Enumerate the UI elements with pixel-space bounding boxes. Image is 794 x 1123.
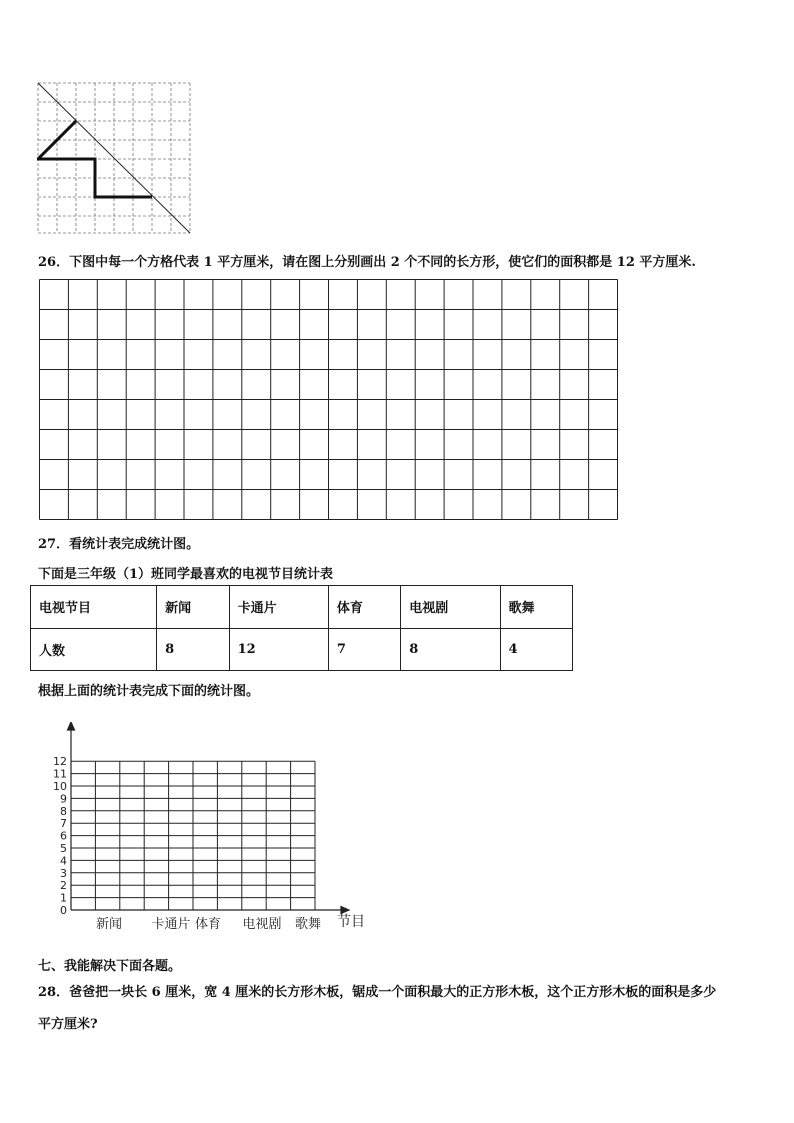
x-tick-label: 歌舞 [294,917,322,932]
y-tick-label: 11 [53,767,67,781]
y-tick-label: 0 [60,904,67,917]
table-caption: 下面是三年级（1）班同学最喜欢的电视节目统计表 [38,567,334,582]
table-cell: 8 [401,628,500,671]
q28-line2: 平方厘米? [38,1017,98,1032]
y-tick-label: 1 [60,891,67,905]
x-tick-label: 体育 [194,917,222,932]
table-cell: 卡通片 [229,586,328,629]
square-grid [39,279,619,522]
q28-line1: 28．爸爸把一块长 6 厘米，宽 4 厘米的长方形木板，锯成一个面积最大的正方形木板，这个正方形木板的面积是多少 [38,985,717,1000]
chart-instruction: 根据上面的统计表完成下面的统计图。 [38,684,260,699]
stat-table [30,585,573,671]
q27-title: 27．看统计表完成统计图。 [38,537,200,552]
y-tick-label: 9 [60,792,67,806]
section-heading: 七、我能解决下面各题。 [38,959,182,974]
table-row [31,586,573,629]
table-cell: 4 [500,628,572,671]
bar-chart [40,722,380,937]
table-cell: 歌舞 [500,586,572,629]
y-tick-label: 12 [53,755,67,769]
x-tick-label: 电视剧 [242,917,282,932]
y-tick-label: 5 [60,842,67,855]
x-tick-label: 卡通片 [151,917,191,932]
table-cell: 新闻 [157,586,229,629]
y-tick-label: 3 [60,866,67,880]
table-cell: 电视节目 [31,586,157,629]
x-axis-label: 节目 [337,914,365,930]
y-tick-label: 4 [60,854,67,868]
table-cell: 12 [229,628,328,671]
y-tick-label: 2 [60,879,67,893]
table-cell: 7 [328,628,400,671]
table-row [31,628,573,671]
q26-text: 26．下图中每一个方格代表 1 平方厘米，请在图上分别画出 2 个不同的长方形，使它们的面积都是 12 平方厘米. [38,255,696,270]
x-axis-arrow [341,907,349,914]
table-cell: 人数 [31,628,157,671]
y-tick-label: 7 [60,817,67,831]
table-cell: 电视剧 [401,586,500,629]
x-tick-label: 新闻 [95,917,123,932]
y-tick-label: 8 [60,804,67,818]
y-tick-label: 10 [53,780,67,793]
table-cell: 8 [157,628,229,671]
y-tick-label: 6 [60,829,67,843]
y-axis-arrow [68,722,75,730]
table-cell: 体育 [328,586,400,629]
symmetry-figure [37,82,193,234]
